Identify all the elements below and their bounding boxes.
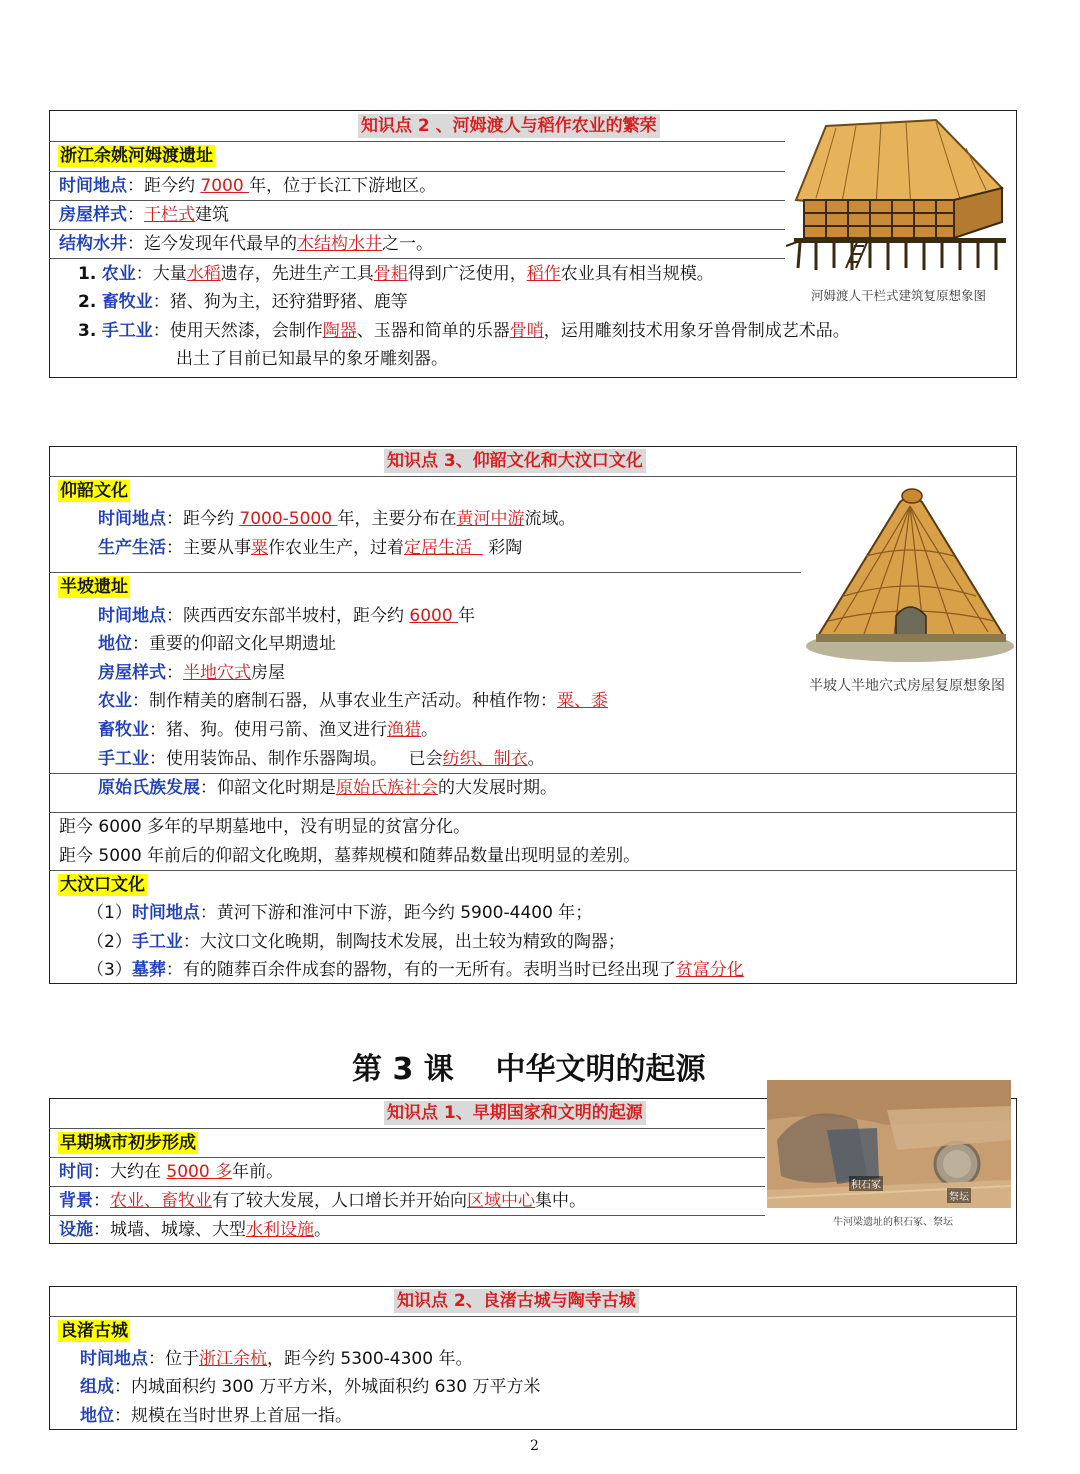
row-composition: 组成：内城面积约 300 万平方米，外城面积约 630 万平方米 (80, 1377, 541, 1397)
image-caption: 牛河梁遗址的积石冢、祭坛 (833, 1217, 953, 1228)
row-time-location: 时间地点：位于浙江余杭，距今约 5300-4300 年。 (80, 1349, 473, 1369)
site-title: 良渚古城 (60, 1321, 128, 1341)
row-house-style: 房屋样式：干栏式建筑 (59, 205, 229, 225)
row-time-location: 时间地点：距今约 7000 年，位于长江下游地区。 (59, 176, 437, 196)
row-background: 背景：农业、畜牧业有了较大发展，人口增长并开始向区域中心集中。 (59, 1191, 586, 1211)
row-husbandry: 畜牧业：猪、狗。使用弓箭、渔叉进行渔猎。 (98, 720, 438, 740)
site-title: 半坡遗址 (60, 577, 128, 597)
row-well: 结构水井：迄今发现年代最早的木结构水井之一。 (59, 234, 433, 254)
row-facilities: 设施：城墙、城壕、大型水利设施。 (59, 1220, 331, 1240)
row-agriculture: 农业：制作精美的磨制石器，从事农业生产活动。种植作物：粟、黍 (98, 691, 608, 711)
culture-title: 大汶口文化 (60, 875, 145, 895)
item-time-location: （1）时间地点：黄河下游和淮河中下游，距今约 5900-4400 年； (87, 903, 593, 923)
row-house-style: 房屋样式：半地穴式房屋 (98, 663, 285, 683)
image-caption: 半坡人半地穴式房屋复原想象图 (809, 678, 1005, 694)
site-aerial-photo (767, 1080, 1011, 1208)
photo-label: 祭坛 (947, 1188, 971, 1203)
row-time-location: 时间地点：距今约 7000-5000 年，主要分布在黄河中游流域。 (98, 509, 576, 529)
item-agriculture: 1. 农业：大量水稻遗存，先进生产工具骨耜得到广泛使用，稻作农业具有相当规模。 (78, 264, 714, 284)
section-header: 知识点 2、良渚古城与陶寺古城 (394, 1289, 639, 1313)
row-handicraft: 手工业：使用装饰品、制作乐器陶埙。 已会纺织、制衣。 (98, 749, 545, 769)
note-line: 距今 5000 年前后的仰韶文化晚期，墓葬规模和随葬品数量出现明显的差别。 (59, 846, 641, 866)
pit-house-illustration (804, 486, 1014, 666)
site-title: 浙江余姚河姆渡遗址 (60, 146, 213, 166)
row-production-life: 生产生活：主要从事粟作农业生产，过着定居生活 彩陶 (98, 538, 523, 558)
item-handicraft-cont: 出土了目前已知最早的象牙雕刻器。 (176, 349, 448, 369)
item-burial: （3）墓葬：有的随葬百余件成套的器物，有的一无所有。表明当时已经出现了贫富分化 (87, 960, 744, 980)
image-caption: 河姆渡人干栏式建筑复原想象图 (811, 288, 987, 303)
item-handicraft: 3. 手工业：使用天然漆，会制作陶器、玉器和简单的乐器骨哨，运用雕刻技术用象牙兽骨制成艺术品。 (78, 321, 850, 341)
section-header: 知识点 1、早期国家和文明的起源 (384, 1101, 646, 1125)
note-line: 距今 6000 多年的早期墓地中，没有明显的贫富分化。 (59, 817, 471, 837)
lesson-title: 第 3 课 中华文明的起源 (352, 1052, 706, 1087)
row-status: 地位：重要的仰韶文化早期遗址 (98, 634, 336, 654)
photo-label: 积石冢 (849, 1176, 883, 1191)
row-status: 地位：规模在当时世界上首屈一指。 (80, 1406, 352, 1426)
section-header: 知识点 3、仰韶文化和大汶口文化 (384, 449, 646, 473)
section-header: 知识点 2 、河姆渡人与稻作农业的繁荣 (358, 114, 660, 138)
item-husbandry: 2. 畜牧业：猪、狗为主，还狩猎野猪、鹿等 (78, 292, 408, 312)
topic-title: 早期城市初步形成 (60, 1133, 196, 1153)
row-time: 时间：大约在 5000 多年前。 (59, 1162, 284, 1182)
row-clan-development: 原始氏族发展：仰韶文化时期是原始氏族社会的大发展时期。 (98, 778, 557, 798)
item-handicraft: （2）手工业：大汶口文化晚期，制陶技术发展，出土较为精致的陶器； (87, 932, 625, 952)
stilt-house-illustration (786, 118, 1012, 278)
page-number: 2 (530, 1438, 539, 1454)
culture-title: 仰韶文化 (60, 481, 128, 501)
row-time-location: 时间地点：陕西西安东部半坡村，距今约 6000 年 (98, 606, 476, 626)
